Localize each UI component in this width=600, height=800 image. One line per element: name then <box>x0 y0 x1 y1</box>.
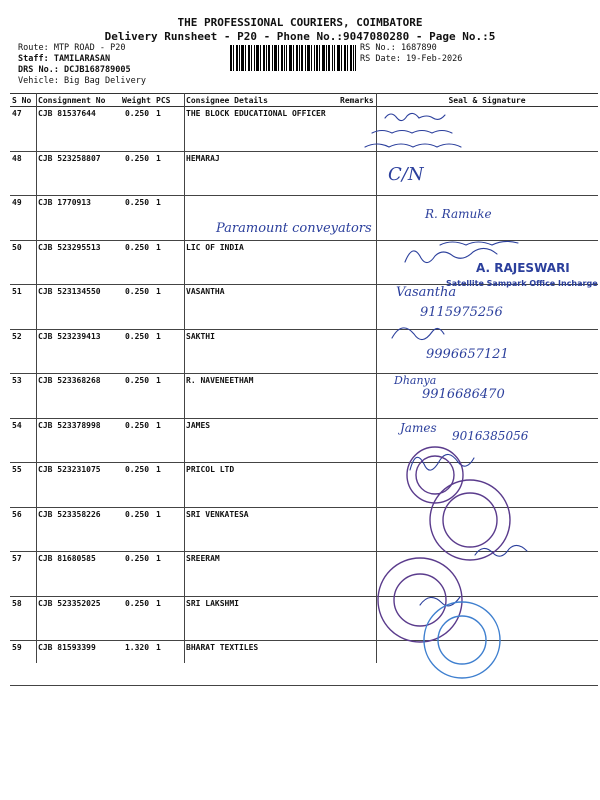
row-weight: 0.250 <box>120 151 154 196</box>
row-pcs: 1 <box>154 641 184 686</box>
row-sno: 49 <box>10 196 36 241</box>
row-pcs: 1 <box>154 240 184 285</box>
row-weight: 0.250 <box>120 240 154 285</box>
rubber-stamp <box>424 602 500 678</box>
row-consignee: LIC OF INDIA <box>184 240 338 285</box>
row-sno: 52 <box>10 329 36 374</box>
rubber-stamp <box>430 480 510 560</box>
row-pcs: 1 <box>154 196 184 241</box>
stamp-text: A. RAJESWARI <box>476 261 570 275</box>
handwritten-phone: 9996657121 <box>426 347 509 362</box>
rubber-stamp <box>438 616 486 664</box>
rubber-stamp <box>416 456 454 494</box>
row-consignee: SRI LAKSHMI <box>184 596 338 641</box>
rubber-stamp <box>443 493 497 547</box>
row-sno: 57 <box>10 552 36 597</box>
row-consignee: R. NAVENEETHAM <box>184 374 338 419</box>
handwritten-note: Dhanya <box>394 374 437 387</box>
handwritten-signature <box>385 113 445 120</box>
row-weight: 0.250 <box>120 418 154 463</box>
row-consignee: THE BLOCK EDUCATIONAL OFFICER <box>184 107 338 152</box>
row-pcs: 1 <box>154 507 184 552</box>
row-weight: 0.250 <box>120 596 154 641</box>
company-title: THE PROFESSIONAL COURIERS, COIMBATORE <box>177 16 423 29</box>
row-consignee: SREERAM <box>184 552 338 597</box>
handwritten-phone: 9016385056 <box>452 429 529 443</box>
header-pcs: PCS <box>154 94 184 107</box>
staff-text: Staff: TAMILARASAN <box>18 54 111 64</box>
row-sno: 47 <box>10 107 36 152</box>
handwritten-signature <box>420 597 460 606</box>
handwritten-signature <box>392 328 444 340</box>
row-sno: 56 <box>10 507 36 552</box>
row-consignment-no: CJB 523295513 <box>36 240 120 285</box>
row-weight: 0.250 <box>120 329 154 374</box>
rs-date: RS Date: 19-Feb-2026 <box>360 54 463 64</box>
row-consignment-no: CJB 523352025 <box>36 596 120 641</box>
row-consignee: JAMES <box>184 418 338 463</box>
header-weight: Weight <box>120 94 154 107</box>
row-weight: 0.250 <box>120 107 154 152</box>
row-weight: 0.250 <box>120 552 154 597</box>
row-pcs: 1 <box>154 418 184 463</box>
handwritten-note: Vasantha <box>396 285 457 300</box>
header-consignee: Consignee Details <box>184 94 338 107</box>
row-weight: 0.250 <box>120 463 154 508</box>
row-consignment-no: CJB 81537644 <box>36 107 120 152</box>
header-consignment: Consignment No <box>36 94 120 107</box>
handwritten-signature <box>365 144 461 147</box>
handwritten-note: James <box>400 421 437 435</box>
row-sno: 55 <box>10 463 36 508</box>
row-sno: 51 <box>10 285 36 330</box>
row-weight: 0.250 <box>120 507 154 552</box>
row-consignment-no: CJB 523358226 <box>36 507 120 552</box>
row-consignee: VASANTHA <box>184 285 338 330</box>
header-remarks: Remarks <box>338 94 376 107</box>
row-weight: 1.320 <box>120 641 154 686</box>
row-pcs: 1 <box>154 107 184 152</box>
handwritten-note: Paramount conveyators <box>216 221 372 236</box>
row-pcs: 1 <box>154 151 184 196</box>
vehicle-text: Vehicle: Big Bag Delivery <box>18 76 146 86</box>
stamp-text: Satellite Sampark Office Incharge <box>446 279 598 288</box>
row-sno: 54 <box>10 418 36 463</box>
row-weight: 0.250 <box>120 196 154 241</box>
handwritten-phone: 9916686470 <box>422 387 505 402</box>
drs-number: DRS No.: DCJB168789005 <box>18 65 131 75</box>
handwritten-signature <box>440 241 518 245</box>
row-pcs: 1 <box>154 329 184 374</box>
row-sno: 59 <box>10 641 36 686</box>
row-weight: 0.250 <box>120 285 154 330</box>
row-sno: 53 <box>10 374 36 419</box>
row-sno: 48 <box>10 151 36 196</box>
handwritten-signature <box>372 131 452 134</box>
row-weight: 0.250 <box>120 374 154 419</box>
row-pcs: 1 <box>154 463 184 508</box>
row-consignment-no: CJB 523231075 <box>36 463 120 508</box>
row-consignment-no: CJB 523239413 <box>36 329 120 374</box>
row-sno: 58 <box>10 596 36 641</box>
row-pcs: 1 <box>154 285 184 330</box>
rubber-stamp <box>378 558 462 642</box>
row-sno: 50 <box>10 240 36 285</box>
row-pcs: 1 <box>154 596 184 641</box>
row-consignment-no: CJB 523134550 <box>36 285 120 330</box>
row-consignment-no: CJB 81680585 <box>36 552 120 597</box>
handwritten-note: C/N <box>388 164 424 185</box>
row-consignee: BHARAT TEXTILES <box>184 641 338 686</box>
handwritten-signature: R. Ramuke <box>425 207 492 221</box>
row-consignment-no: CJB 523378998 <box>36 418 120 463</box>
row-pcs: 1 <box>154 552 184 597</box>
row-consignment-no: CJB 81593399 <box>36 641 120 686</box>
row-consignee: HEMARAJ <box>184 151 338 196</box>
header-seal-signature: Seal & Signature <box>376 94 598 107</box>
row-consignee: SAKTHI <box>184 329 338 374</box>
header-sno: S No <box>10 94 36 107</box>
handwritten-phone: 9115975256 <box>420 305 503 320</box>
row-consignee: PRICOL LTD <box>184 463 338 508</box>
row-pcs: 1 <box>154 374 184 419</box>
rs-number: RS No.: 1687890 <box>360 43 437 53</box>
runsheet-title: Delivery Runsheet - P20 - Phone No.:9047080280 - Page No.:5 <box>104 30 496 43</box>
row-consignment-no: CJB 523368268 <box>36 374 120 419</box>
row-consignee: SRI VENKATESA <box>184 507 338 552</box>
handwritten-signature <box>475 545 527 556</box>
route-text: Route: MTP ROAD - P20 <box>18 43 126 53</box>
row-consignment-no: CJB 1770913 <box>36 196 120 241</box>
row-consignment-no: CJB 523258807 <box>36 151 120 196</box>
